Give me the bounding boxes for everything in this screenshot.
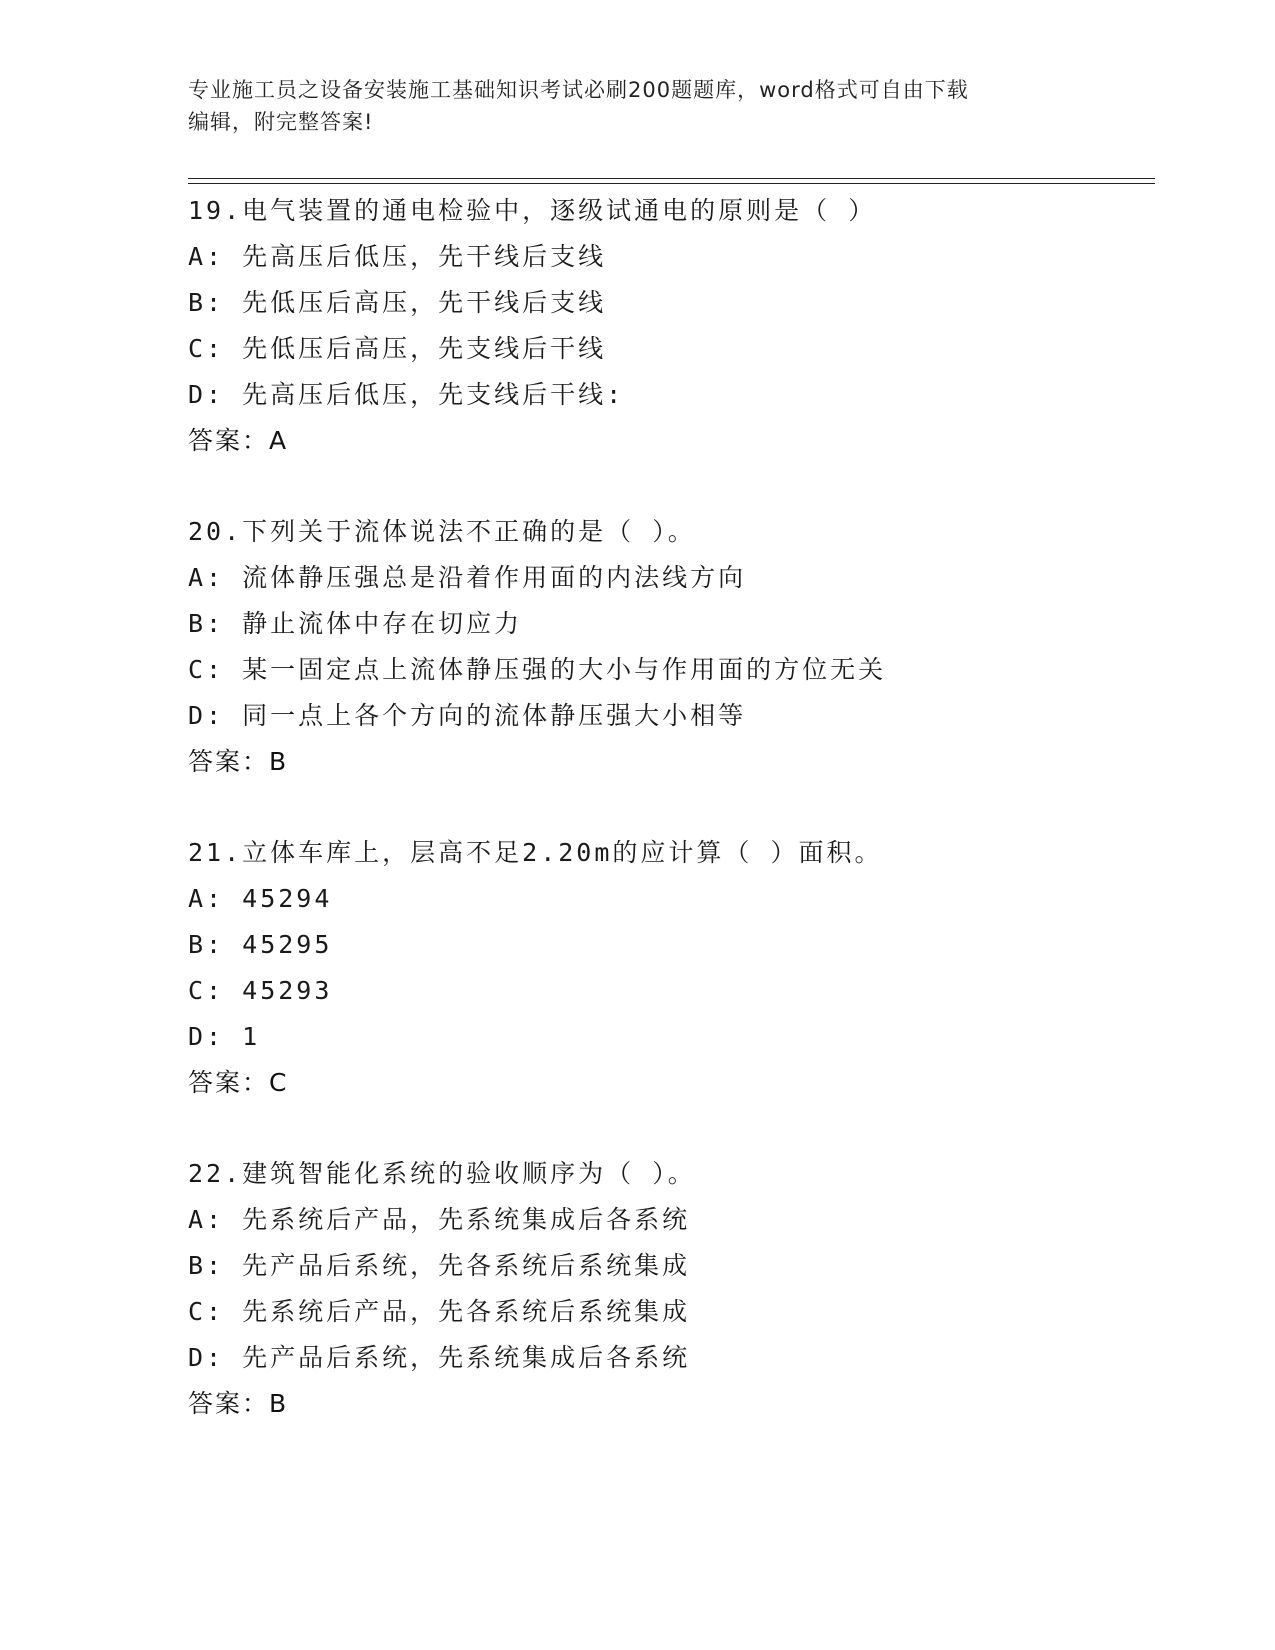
option-c: C: 先低压后高压，先支线后干线 [188, 334, 607, 363]
question-21 [188, 830, 1148, 1106]
question-19 [188, 188, 1148, 464]
option-a: A: 先系统后产品，先系统集成后各系统 [188, 1205, 691, 1234]
option-a: A: 45294 [188, 884, 333, 913]
question-stem: 20.下列关于流体说法不正确的是（ ）。 [188, 517, 696, 546]
answer-line: 答案：B [188, 747, 289, 776]
question-20 [188, 509, 1148, 785]
option-b: B: 先低压后高压，先干线后支线 [188, 288, 607, 317]
option-d: D: 同一点上各个方向的流体静压强大小相等 [188, 701, 747, 730]
option-a: A: 流体静压强总是沿着作用面的内法线方向 [188, 563, 747, 592]
answer-line: 答案：B [188, 1389, 289, 1418]
option-b: B: 静止流体中存在切应力 [188, 609, 523, 638]
option-d: D: 先产品后系统，先系统集成后各系统 [188, 1343, 691, 1372]
option-b: B: 45295 [188, 930, 333, 959]
question-list [188, 188, 1148, 1472]
header-divider-bottom [188, 183, 1155, 184]
option-d: D: 先高压后低压，先支线后干线: [188, 380, 625, 409]
header-divider-top [188, 178, 1155, 179]
document-header [188, 74, 1068, 138]
option-c: C: 某一固定点上流体静压强的大小与作用面的方位无关 [188, 655, 887, 684]
header-line-1: 专业施工员之设备安装施工基础知识考试必刷200题题库，word格式可自由下载 [188, 78, 969, 102]
question-22 [188, 1151, 1148, 1427]
option-c: C: 先系统后产品，先各系统后系统集成 [188, 1297, 691, 1326]
question-stem: 19.电气装置的通电检验中，逐级试通电的原则是（ ） [188, 196, 877, 225]
question-stem: 22.建筑智能化系统的验收顺序为（ ）。 [188, 1159, 696, 1188]
answer-line: 答案：C [188, 1068, 289, 1097]
option-b: B: 先产品后系统，先各系统后系统集成 [188, 1251, 691, 1280]
header-line-2: 编辑，附完整答案! [188, 110, 374, 134]
question-stem: 21.立体车库上，层高不足2.20m的应计算（ ）面积。 [188, 838, 883, 867]
option-a: A: 先高压后低压，先干线后支线 [188, 242, 607, 271]
option-c: C: 45293 [188, 976, 333, 1005]
option-d: D: 1 [188, 1022, 261, 1051]
answer-line: 答案：A [188, 426, 289, 455]
